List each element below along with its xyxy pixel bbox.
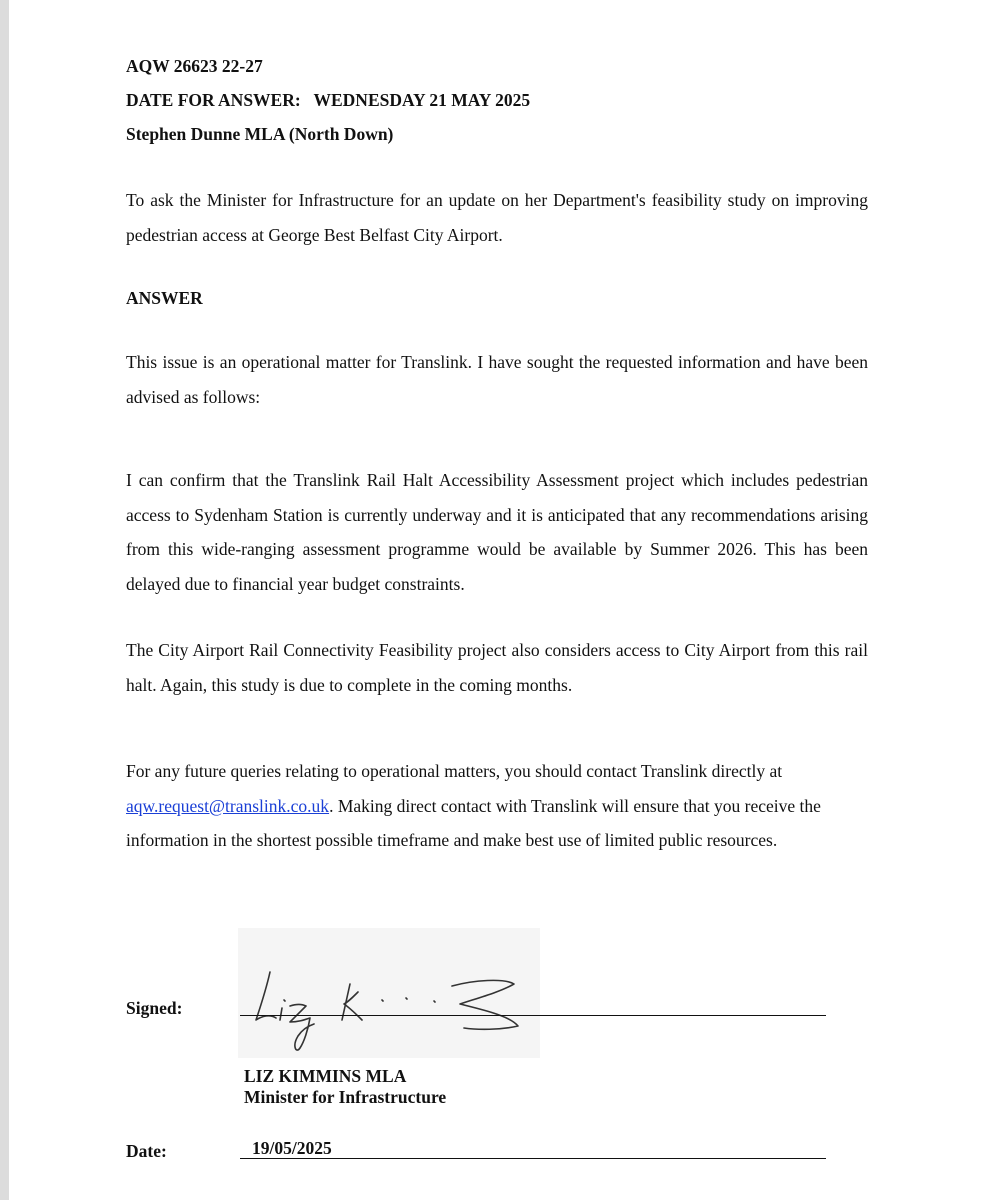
page-left-edge bbox=[0, 0, 9, 1200]
contact-text-before: For any future queries relating to operational matters, you should contact Translink directly at bbox=[126, 761, 783, 781]
question-reference: AQW 26623 22-27 bbox=[126, 56, 263, 76]
contact-paragraph bbox=[126, 754, 868, 858]
answer-heading: ANSWER bbox=[126, 288, 203, 308]
handwritten-signature bbox=[238, 928, 540, 1058]
signed-label: Signed: bbox=[126, 998, 183, 1018]
question-text: To ask the Minister for Infrastructure for an update on her Department's feasibility study on improving pedestrian access at George Best Belfast City Airport. bbox=[126, 190, 868, 245]
date-label: Date: bbox=[126, 1141, 167, 1161]
signatory-name: LIZ KIMMINS MLA bbox=[244, 1066, 407, 1086]
date-line bbox=[240, 1158, 826, 1159]
signature-date: 19/05/2025 bbox=[252, 1138, 332, 1158]
signatory-title: Minister for Infrastructure bbox=[244, 1087, 447, 1107]
translink-email-link[interactable]: aqw.request@translink.co.uk bbox=[126, 795, 330, 816]
signatory-block bbox=[244, 1066, 446, 1108]
date-for-answer: DATE FOR ANSWER: WEDNESDAY 21 MAY 2025 bbox=[126, 90, 531, 110]
contact-text-after: . Making direct contact with Translink will ensure that you receive the information in the shortest possible timeframe and make best use of limited public resources. bbox=[126, 795, 821, 850]
answer-paragraph-1: This issue is an operational matter for Translink. I have sought the requested information and have been advised as follows: bbox=[126, 352, 868, 407]
member-name: Stephen Dunne MLA (North Down) bbox=[126, 124, 394, 144]
answer-paragraph-2: I can confirm that the Translink Rail Halt Accessibility Assessment project which includes pedestrian access to Sydenham Station is currently underway and it is anticipated that any recommendations arising from this wide-ranging assessment programme would be available by Summer 2026. This has been delayed due to financial year budget constraints. bbox=[126, 470, 868, 594]
signature-line bbox=[240, 1015, 826, 1016]
answer-paragraph-3: The City Airport Rail Connectivity Feasibility project also considers access to City Airport from this rail halt. Again, this study is due to complete in the coming months. bbox=[126, 640, 868, 695]
